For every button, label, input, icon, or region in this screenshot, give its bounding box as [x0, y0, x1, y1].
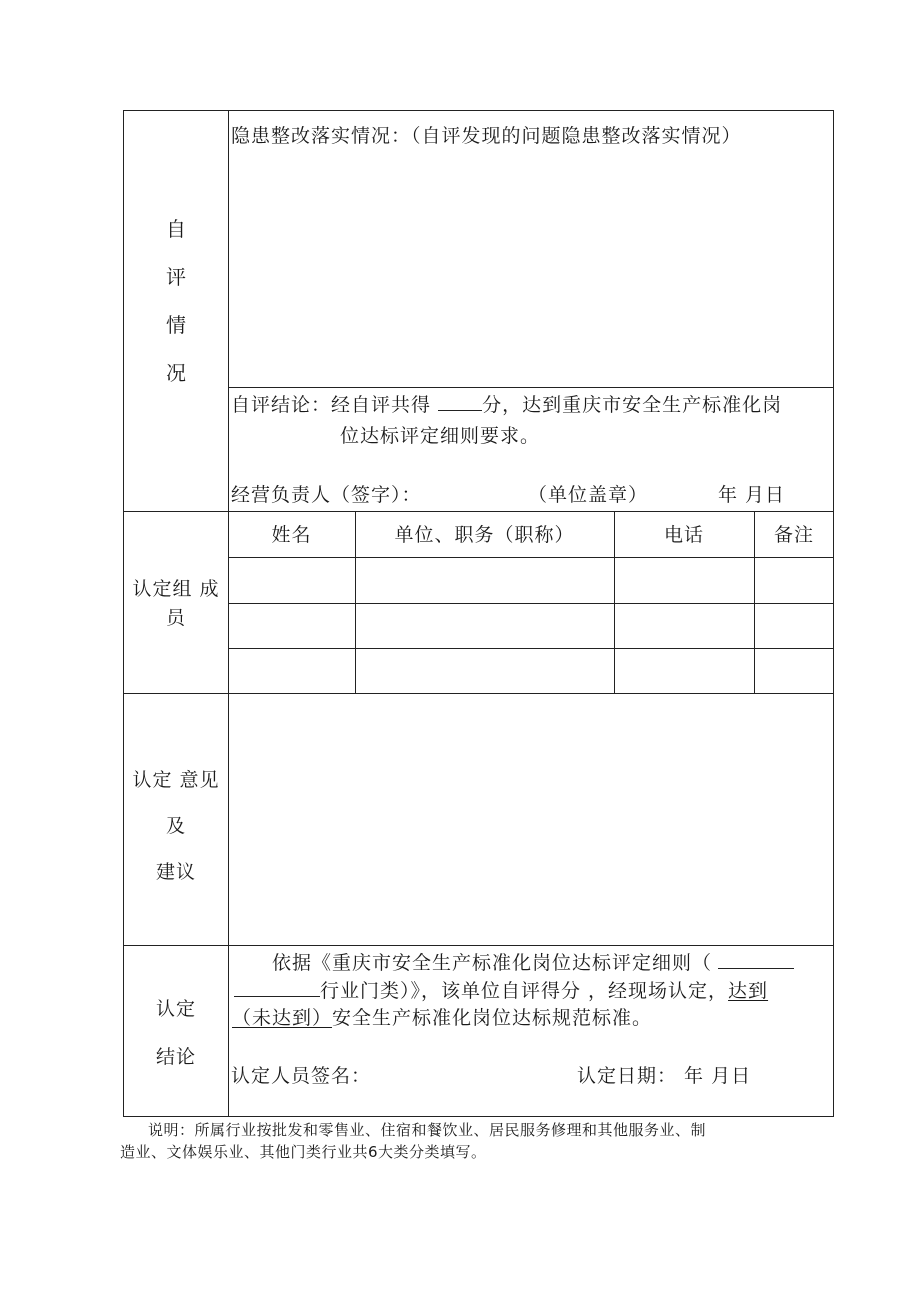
- opinion-label: 认定 意见 及 建议: [132, 769, 220, 883]
- header-unit-title: 单位、职务（职称）: [394, 524, 575, 546]
- conclusion-line3: （未达到）安全生产标准化岗位达标规范标准。: [232, 1007, 653, 1029]
- industry-blank-1[interactable]: [718, 950, 794, 969]
- self-eval-label: 自 评 情 况: [166, 217, 186, 385]
- section-divider-2: [124, 693, 834, 694]
- industry-blank-2[interactable]: [234, 978, 320, 997]
- assessment-form: [123, 110, 834, 1117]
- label-column-divider: [228, 111, 229, 1117]
- signer-label: 认定人员签名：: [231, 1065, 372, 1087]
- self-eval-conclusion-line2: 位达标评定细则要求。: [340, 425, 541, 447]
- self-eval-date: 年 月日: [718, 484, 786, 506]
- opinion-content-area[interactable]: [232, 699, 828, 939]
- rectification-title: 隐患整改落实情况：（自评发现的问题隐患整改落实情况）: [231, 125, 742, 147]
- seal-label: （单位盖章）: [528, 484, 649, 506]
- conclusion-label: 认定 结论: [155, 998, 196, 1068]
- header-name: 姓名: [271, 524, 312, 546]
- self-eval-conclusion: 自评结论：经自评共得 分，达到重庆市安全生产标准化岗: [231, 394, 783, 416]
- reach-option[interactable]: 达到: [728, 980, 769, 1002]
- section-divider-1: [124, 511, 834, 512]
- footnote-line1: 说明：所属行业按批发和零售业、住宿和餐饮业、居民服务修理和其他服务业、制: [148, 1121, 707, 1139]
- section-divider-3: [124, 945, 834, 946]
- header-phone: 电话: [663, 524, 704, 546]
- conclusion-line2: 行业门类）》，该单位自评得分 ，经现场认定，达到: [234, 978, 768, 1003]
- score-blank[interactable]: [438, 392, 482, 411]
- members-label: 认定组 成 员: [132, 578, 220, 629]
- conclusion-date: 认定日期： 年 月日: [577, 1065, 752, 1087]
- signature-label: 经营负责人（签字）：: [231, 484, 422, 506]
- not-reach-option[interactable]: （未达到）: [232, 1007, 333, 1029]
- footnote-line2: 造业、文体娱乐业、其他门类行业共6大类分类填写。: [120, 1143, 487, 1161]
- rectification-divider: [228, 387, 834, 388]
- header-remarks: 备注: [773, 524, 814, 546]
- conclusion-line1: 依据《重庆市安全生产标准化岗位达标评定细则（: [272, 950, 794, 975]
